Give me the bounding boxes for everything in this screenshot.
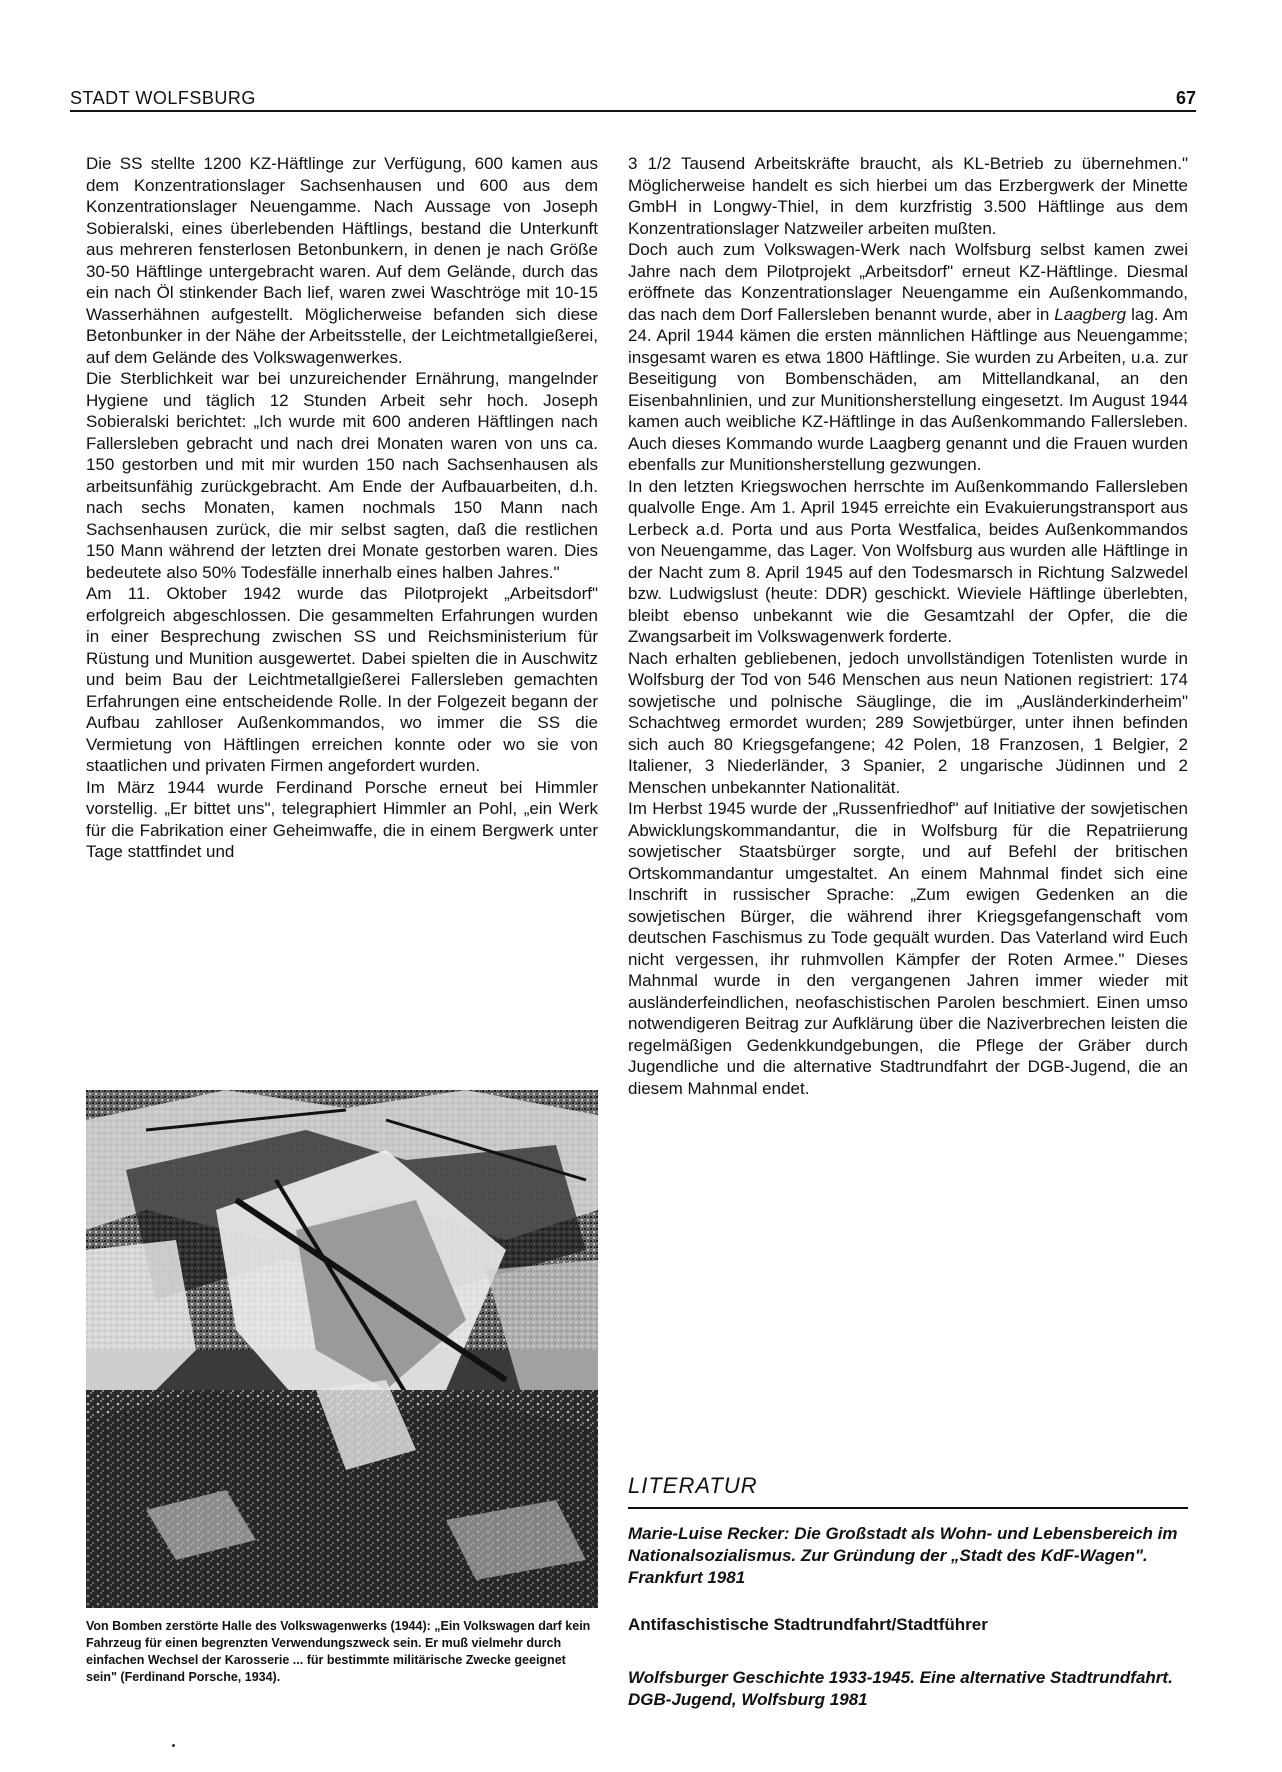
body-text: Doch auch zum Volkswagen-Werk nach Wolfsburg selbst kamen zwei Jahre nach dem Pilotprojekt „Arbeitsdorf" erneut KZ-Häftlinge. Diesmal eröffnete das Konzentrationslager Neuengamme ein Außenkommando, das nach dem Dorf Fallersleben benannt wurde, aber in xyxy=(628,240,1188,324)
page-header xyxy=(70,88,1196,110)
body-paragraph: Die SS stellte 1200 KZ-Häftlinge zur Verfügung, 600 kamen aus dem Konzentrationslager Sachsenhausen und 600 aus dem Konzentrationslager Neuengamme. Nach Aussage von Joseph Sobieralski, eines überlebenden Häftlings, bestand die Unterkunft aus mehreren fensterlosen Betonbunkern, in denen je nach Größe 30-50 Häftlinge untergebracht waren. Auf dem Gelände, durch das ein nach Öl stinkender Bach lief, waren zwei Waschtröge mit 10-15 Wasserhähnen aufgestellt. Möglicherweise befanden sich diese Betonbunker in der Nähe der Arbeitsstelle, der Leichtmetallgießerei, auf dem Gelände des Volkswagenwerkes. xyxy=(86,154,598,367)
body-paragraph: Am 11. Oktober 1942 wurde das Pilotprojekt „Arbeitsdorf" erfolgreich abgeschlossen. Die gesammelten Erfahrungen wurden in einer Besprechung zwischen SS und Reichsministerium für Rüstung und Munition ausgewertet. Dabei spielten die in Auschwitz und beim Bau der Leichtmetallgießerei Fallersleben gemachten Erfahrungen eine entscheidende Rolle. In der Folgezeit begann der Aufbau zahlloser Außenkommandos, wo immer die SS die Vermietung von Häftlingen erreichen konnte oder wo sie von staatlichen und privaten Firmen angefordert wurden. xyxy=(86,584,598,775)
photo-caption: Von Bomben zerstörte Halle des Volkswagenwerks (1944): „Ein Volkswagen darf kein Fahrzeug für einen begrenzten Verwendungszweck sein. Er muß vielmehr durch einfachen Wechsel der Karosserie ... für bestimmte militärische Zwecke geeignet sein" (Ferdinand Porsche, 1934). xyxy=(86,1619,591,1684)
body-paragraph: 3 1/2 Tausend Arbeitskräfte braucht, als KL-Betrieb zu übernehmen." Möglicherweise handelt es sich hierbei um das Erzbergwerk der Minette GmbH in Longwy-Thiel, in dem kurzfristig 3.500 Häftlinge aus dem Konzentrationslager Natzweiler arbeiten mußten. xyxy=(628,154,1188,238)
right-column xyxy=(628,153,1188,1099)
body-paragraph: Im März 1944 wurde Ferdinand Porsche erneut bei Himmler vorstellig. „Er bittet uns", telegraphiert Himmler an Pohl, „ein Werk für die Fabrikation einer Geheimwaffe, die in einem Bergwerk unter Tage stattfindet und xyxy=(86,777,598,861)
body-paragraph: Im Herbst 1945 wurde der „Russenfriedhof" auf Initiative der sowjetischen Abwicklungskommandantur, die in Wolfsburg für die Repatriierung sowjetischer Staatsbürger sorgte, und auf Befehl der britischen Ortskommandantur umgestaltet. An einem Mahnmal findet sich eine Inschrift in russischer Sprache: „Zum ewigen Gedenken an die sowjetischen Bürger, die während ihrer Kriegsgefangenschaft vom deutschen Faschismus zu Tode gequält wurden. Das Vaterland wird Euch nicht vergessen, ihr ruhmvollen Kämpfer der Roten Armee." Dieses Mahnmal wurde in den vergangenen Jahren immer wieder mit ausländerfeindlichen, neofaschistischen Parolen beschmiert. Einen umso notwendigeren Beitrag zur Aufklärung über die Naziverbrechen leisten die regelmäßigen Gedenkkundgebungen, die Pflege der Gräber durch Jugendliche und die alternative Stadtrundfahrt der DGB-Jugend, die an diesem Mahnmal endet. xyxy=(628,799,1188,1098)
literature-entry: Wolfsburger Geschichte 1933-1945. Eine alternative Stadtrundfahrt. DGB-Jugend, Wolfsburg 1981 xyxy=(628,1668,1173,1709)
body-paragraph: Nach erhalten gebliebenen, jedoch unvollständigen Totenlisten wurde in Wolfsburg der Tod von 546 Menschen aus neun Nationen registriert: 174 sowjetische und polnische Säuglinge, die im „Ausländerkinderheim" Schachtweg ermordet wurden; 289 Sowjetbürger, unter ihnen befinden sich auch 80 Kriegsgefangene; 42 Polen, 18 Franzosen, 1 Belgier, 2 Italiener, 3 Niederländer, 3 Spanier, 2 ungarische Jüdinnen und 2 Menschen unbekannter Nationalität. xyxy=(628,648,1188,797)
bombed-factory-hall-photo xyxy=(86,1090,598,1608)
literature-entry: Marie-Luise Recker: Die Großstadt als Wohn- und Lebensbereich im Nationalsozialismus. Zur Gründung der „Stadt des KdF-Wagen". Frankfurt 1981 xyxy=(628,1524,1178,1587)
body-paragraph xyxy=(628,239,1188,476)
place-name-emphasis: Laagberg xyxy=(1054,304,1127,324)
left-column xyxy=(86,153,598,863)
literature-entry: Antifaschistische Stadtrundfahrt/Stadtführer xyxy=(628,1615,988,1634)
literature-rule xyxy=(628,1507,1188,1509)
body-text: lag. Am 24. April 1944 kämen die ersten männlichen Häftlinge aus Neuengamme; insgesamt waren es etwa 1800 Häftlinge. Sie wurden zu Arbeiten, u.a. zur Beseitigung von Bombenschäden, am Mittellandkanal, an den Eisenbahnlinien, und zur Munitionsherstellung eingesetzt. Im August 1944 kamen auch weibliche KZ-Häftlinge in das Außenkommando Fallersleben. Auch dieses Kommando wurde Laagberg genannt und die Frauen wurden ebenfalls zur Munitionsherstellung gezwungen. xyxy=(628,304,1188,474)
body-paragraph: In den letzten Kriegswochen herrschte im Außenkommando Fallersleben qualvolle Enge. Am 1. April 1945 erreichte ein Evakuierungstransport aus Lerbeck a.d. Porta und aus Porta Westfalica, beides Außenkommandos von Neuengamme, das Lager. Von Wolfsburg aus wurden alle Häftlinge in der Nacht zum 8. April 1945 auf den Todesmarsch in Richtung Salzwedel bzw. Ludwigslust (heute: DDR) geschickt. Wieviele Häftlinge überlebten, bleibt ebenso unbekannt wie die Gesamtzahl der Opfer, die die Zwangsarbeit im Volkswagenwerk forderte. xyxy=(628,476,1188,646)
running-head: STADT WOLFSBURG xyxy=(70,88,256,108)
print-speck xyxy=(172,1744,175,1747)
header-rule xyxy=(70,110,1196,112)
literature-heading: LITERATUR xyxy=(628,1473,758,1498)
body-paragraph: Die Sterblichkeit war bei unzureichender Ernährung, mangelnder Hygiene und täglich 12 Stunden Arbeit sehr hoch. Joseph Sobieralski berichtet: „Ich wurde mit 600 anderen Häftlingen nach Fallersleben gebracht und nach drei Monaten waren von uns ca. 150 gestorben und mit mir wurden 150 nach Sachsenhausen als arbeitsunfähig zurückgebracht. Am Ende der Aufbauarbeiten, d.h. nach sechs Monaten, kamen nochmals 150 Mann nach Sachsenhausen zurück, die mir selbst sagten, daß die restlichen 150 Mann während der letzten drei Monate gestorben waren. Dies bedeutete also 50% Todesfälle innerhalb eines halben Jahres." xyxy=(86,369,598,582)
page-number: 67 xyxy=(1175,88,1196,108)
